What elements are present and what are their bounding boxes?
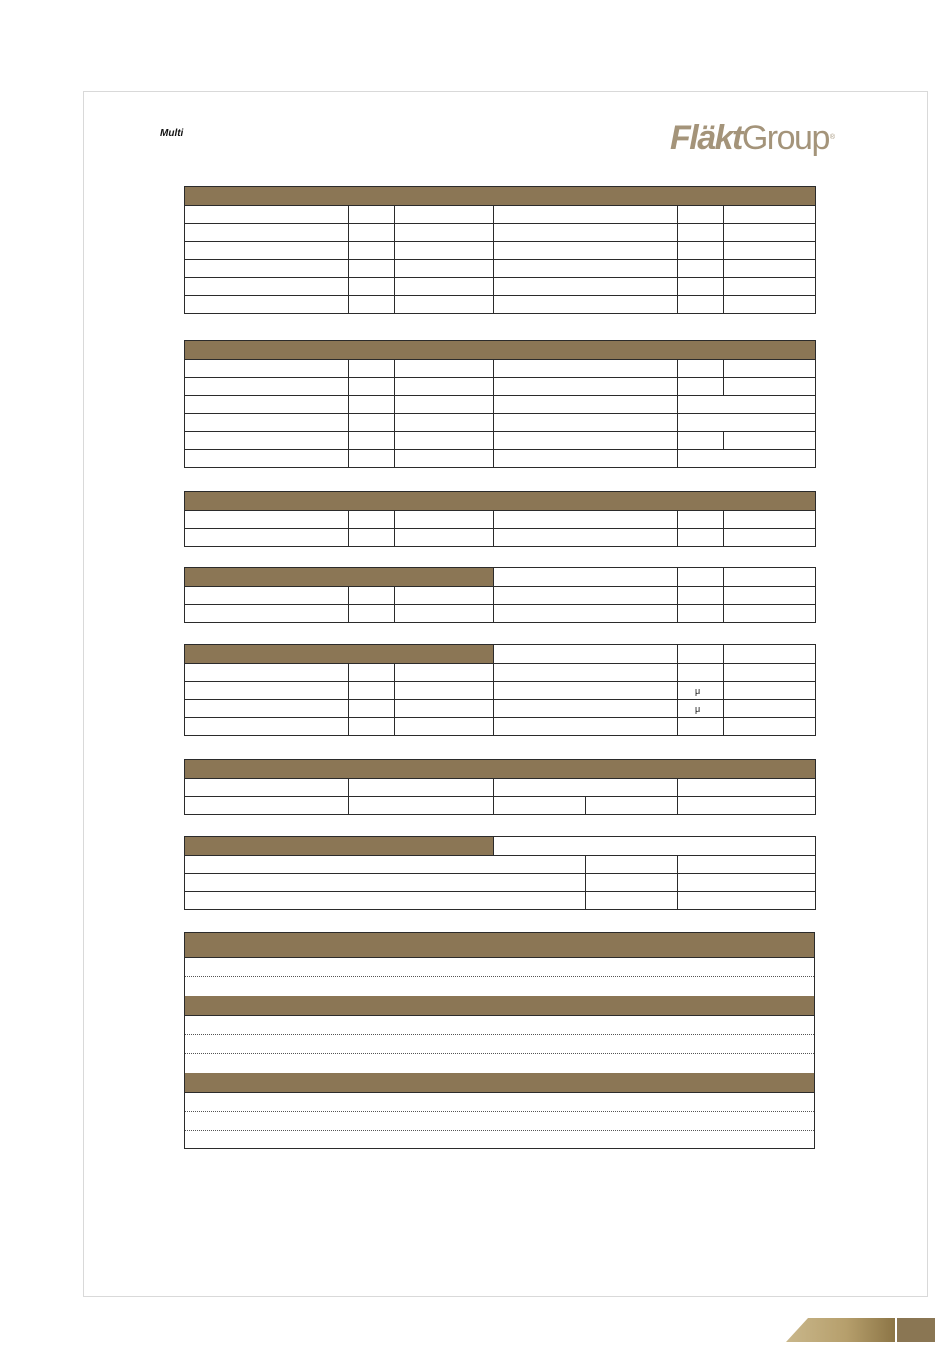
unit-micro: μ bbox=[678, 700, 724, 718]
form-cell[interactable] bbox=[678, 432, 724, 450]
form-cell[interactable] bbox=[678, 568, 724, 587]
form-cell[interactable] bbox=[494, 587, 678, 605]
form-cell[interactable] bbox=[185, 529, 349, 547]
form-cell[interactable] bbox=[678, 206, 724, 224]
form-cell[interactable] bbox=[586, 874, 678, 892]
form-cell[interactable] bbox=[586, 797, 678, 815]
form-cell[interactable] bbox=[678, 378, 724, 396]
form-cell[interactable] bbox=[678, 892, 816, 910]
form-cell[interactable] bbox=[349, 242, 395, 260]
form-cell[interactable] bbox=[395, 682, 494, 700]
form-cell[interactable] bbox=[185, 206, 349, 224]
form-cell[interactable] bbox=[349, 511, 395, 529]
form-cell[interactable] bbox=[494, 682, 678, 700]
form-cell[interactable] bbox=[494, 718, 678, 736]
note-line[interactable] bbox=[185, 977, 814, 996]
form-cell[interactable] bbox=[494, 260, 678, 278]
section-4-header bbox=[185, 568, 494, 587]
form-cell[interactable] bbox=[724, 378, 816, 396]
flaktgroup-logo bbox=[670, 118, 834, 158]
form-cell[interactable] bbox=[185, 587, 349, 605]
form-cell[interactable] bbox=[395, 587, 494, 605]
note-line[interactable] bbox=[185, 1054, 814, 1073]
form-cell[interactable] bbox=[494, 206, 678, 224]
form-cell[interactable] bbox=[395, 242, 494, 260]
form-cell[interactable] bbox=[724, 682, 816, 700]
form-cell[interactable] bbox=[185, 224, 349, 242]
form-cell[interactable] bbox=[395, 396, 494, 414]
form-cell[interactable] bbox=[395, 414, 494, 432]
form-cell[interactable] bbox=[724, 360, 816, 378]
section-7-header bbox=[185, 837, 494, 856]
footer-gradient-band bbox=[786, 1318, 895, 1342]
section-6-header bbox=[185, 760, 816, 779]
form-cell[interactable] bbox=[349, 529, 395, 547]
notes-header-2 bbox=[185, 996, 814, 1016]
form-cell[interactable] bbox=[185, 360, 349, 378]
form-cell[interactable] bbox=[185, 242, 349, 260]
form-cell[interactable] bbox=[185, 260, 349, 278]
form-cell[interactable] bbox=[678, 296, 724, 314]
form-cell[interactable] bbox=[724, 511, 816, 529]
form-cell[interactable] bbox=[395, 224, 494, 242]
form-cell[interactable] bbox=[724, 700, 816, 718]
form-cell[interactable] bbox=[349, 779, 494, 797]
section-1-header bbox=[185, 187, 816, 206]
form-cell[interactable] bbox=[349, 260, 395, 278]
logo-text-flakt: Fläkt bbox=[670, 119, 742, 157]
form-cell[interactable] bbox=[678, 242, 724, 260]
form-cell[interactable] bbox=[678, 260, 724, 278]
note-line[interactable] bbox=[185, 1016, 814, 1035]
form-cell[interactable] bbox=[678, 645, 724, 664]
form-cell[interactable] bbox=[494, 529, 678, 547]
form-cell[interactable] bbox=[349, 378, 395, 396]
form-cell[interactable] bbox=[395, 206, 494, 224]
form-cell[interactable] bbox=[395, 718, 494, 736]
note-line[interactable] bbox=[185, 1035, 814, 1054]
form-cell[interactable] bbox=[494, 450, 678, 468]
form-cell[interactable] bbox=[494, 278, 678, 296]
form-cell[interactable] bbox=[724, 296, 816, 314]
form-cell-wide[interactable] bbox=[678, 396, 816, 414]
form-cell[interactable] bbox=[349, 206, 395, 224]
form-cell[interactable] bbox=[678, 874, 816, 892]
form-cell[interactable] bbox=[678, 224, 724, 242]
form-cell[interactable] bbox=[724, 568, 816, 587]
form-cell[interactable] bbox=[724, 432, 816, 450]
form-cell[interactable] bbox=[349, 414, 395, 432]
form-cell[interactable] bbox=[678, 529, 724, 547]
form-cell[interactable] bbox=[185, 450, 349, 468]
form-cell[interactable] bbox=[185, 718, 349, 736]
form-section-7 bbox=[184, 836, 816, 910]
form-cell-wide[interactable] bbox=[678, 414, 816, 432]
logo-text-group: Group bbox=[741, 119, 829, 157]
form-cell[interactable] bbox=[724, 278, 816, 296]
form-cell[interactable] bbox=[494, 414, 678, 432]
form-cell[interactable] bbox=[724, 529, 816, 547]
form-cell[interactable] bbox=[349, 797, 494, 815]
form-cell-wide[interactable] bbox=[185, 874, 586, 892]
form-cell[interactable] bbox=[349, 432, 395, 450]
form-cell[interactable] bbox=[494, 511, 678, 529]
form-cell[interactable] bbox=[395, 700, 494, 718]
form-cell[interactable] bbox=[724, 718, 816, 736]
form-cell[interactable] bbox=[678, 278, 724, 296]
form-cell[interactable] bbox=[349, 278, 395, 296]
section-3-header bbox=[185, 492, 816, 511]
form-cell[interactable] bbox=[349, 450, 395, 468]
form-cell[interactable] bbox=[395, 605, 494, 623]
note-line[interactable] bbox=[185, 1131, 814, 1150]
unit-micro: μ bbox=[678, 682, 724, 700]
form-cell[interactable] bbox=[586, 892, 678, 910]
footer-page-box bbox=[897, 1318, 935, 1342]
form-cell[interactable] bbox=[724, 224, 816, 242]
form-section-3 bbox=[184, 491, 816, 547]
section-5-header bbox=[185, 645, 494, 664]
form-cell[interactable] bbox=[185, 414, 349, 432]
note-line[interactable] bbox=[185, 1112, 814, 1131]
form-cell[interactable] bbox=[494, 224, 678, 242]
form-cell-wide[interactable] bbox=[185, 892, 586, 910]
form-section-1 bbox=[184, 186, 816, 314]
form-cell[interactable] bbox=[349, 587, 395, 605]
form-cell[interactable] bbox=[678, 360, 724, 378]
form-cell[interactable] bbox=[724, 645, 816, 664]
form-cell[interactable] bbox=[349, 224, 395, 242]
form-section-5 bbox=[184, 644, 816, 736]
form-section-4 bbox=[184, 567, 816, 623]
note-line[interactable] bbox=[185, 1093, 814, 1112]
form-cell[interactable] bbox=[395, 378, 494, 396]
notes-header-1 bbox=[185, 933, 814, 958]
logo-registered-mark: ® bbox=[829, 134, 834, 141]
form-cell[interactable] bbox=[395, 529, 494, 547]
section-2-header bbox=[185, 341, 816, 360]
form-cell[interactable] bbox=[395, 432, 494, 450]
form-cell[interactable] bbox=[678, 797, 816, 815]
form-cell[interactable] bbox=[678, 718, 724, 736]
form-cell[interactable] bbox=[349, 396, 395, 414]
form-cell[interactable] bbox=[724, 664, 816, 682]
form-cell[interactable] bbox=[494, 645, 678, 664]
notes-header-3 bbox=[185, 1073, 814, 1093]
form-cell[interactable] bbox=[494, 242, 678, 260]
form-cell[interactable] bbox=[185, 296, 349, 314]
form-cell[interactable] bbox=[494, 568, 678, 587]
form-cell[interactable] bbox=[349, 682, 395, 700]
form-cell[interactable] bbox=[395, 278, 494, 296]
form-cell[interactable] bbox=[678, 779, 816, 797]
form-cell[interactable] bbox=[395, 360, 494, 378]
form-cell[interactable] bbox=[349, 296, 395, 314]
form-cell[interactable] bbox=[185, 700, 349, 718]
form-cell[interactable] bbox=[185, 664, 349, 682]
form-cell[interactable] bbox=[494, 605, 678, 623]
form-cell[interactable] bbox=[349, 664, 395, 682]
form-cell[interactable] bbox=[185, 511, 349, 529]
form-cell[interactable] bbox=[678, 856, 816, 874]
form-cell-wide[interactable] bbox=[185, 856, 586, 874]
form-cell-wide[interactable] bbox=[494, 779, 678, 797]
form-cell[interactable] bbox=[395, 260, 494, 278]
form-cell[interactable] bbox=[395, 511, 494, 529]
form-cell[interactable] bbox=[724, 206, 816, 224]
form-cell[interactable] bbox=[185, 797, 349, 815]
form-cell[interactable] bbox=[185, 278, 349, 296]
form-cell[interactable] bbox=[494, 296, 678, 314]
form-cell[interactable] bbox=[395, 664, 494, 682]
form-cell[interactable] bbox=[494, 360, 678, 378]
form-cell[interactable] bbox=[349, 718, 395, 736]
form-cell[interactable] bbox=[494, 700, 678, 718]
form-cell[interactable] bbox=[494, 797, 586, 815]
form-cell[interactable] bbox=[185, 779, 349, 797]
form-cell[interactable] bbox=[494, 664, 678, 682]
form-cell-wide[interactable] bbox=[494, 837, 816, 856]
form-cell[interactable] bbox=[494, 378, 678, 396]
form-section-6 bbox=[184, 759, 816, 815]
notes-section bbox=[184, 932, 815, 1149]
form-cell[interactable] bbox=[724, 605, 816, 623]
form-cell[interactable] bbox=[395, 450, 494, 468]
form-cell[interactable] bbox=[678, 511, 724, 529]
form-cell[interactable] bbox=[185, 682, 349, 700]
form-cell[interactable] bbox=[678, 587, 724, 605]
form-cell[interactable] bbox=[395, 296, 494, 314]
form-cell-wide[interactable] bbox=[678, 450, 816, 468]
form-cell[interactable] bbox=[586, 856, 678, 874]
form-cell[interactable] bbox=[724, 242, 816, 260]
form-cell[interactable] bbox=[185, 396, 349, 414]
form-cell[interactable] bbox=[185, 432, 349, 450]
form-cell[interactable] bbox=[678, 664, 724, 682]
form-cell[interactable] bbox=[349, 700, 395, 718]
form-cell[interactable] bbox=[185, 378, 349, 396]
form-cell[interactable] bbox=[494, 396, 678, 414]
form-cell[interactable] bbox=[494, 432, 678, 450]
form-section-2 bbox=[184, 340, 816, 468]
form-cell[interactable] bbox=[724, 587, 816, 605]
form-cell[interactable] bbox=[185, 605, 349, 623]
form-cell[interactable] bbox=[349, 605, 395, 623]
form-cell[interactable] bbox=[724, 260, 816, 278]
form-cell[interactable] bbox=[349, 360, 395, 378]
form-cell[interactable] bbox=[678, 605, 724, 623]
note-line[interactable] bbox=[185, 958, 814, 977]
document-label: Multi bbox=[160, 128, 184, 139]
